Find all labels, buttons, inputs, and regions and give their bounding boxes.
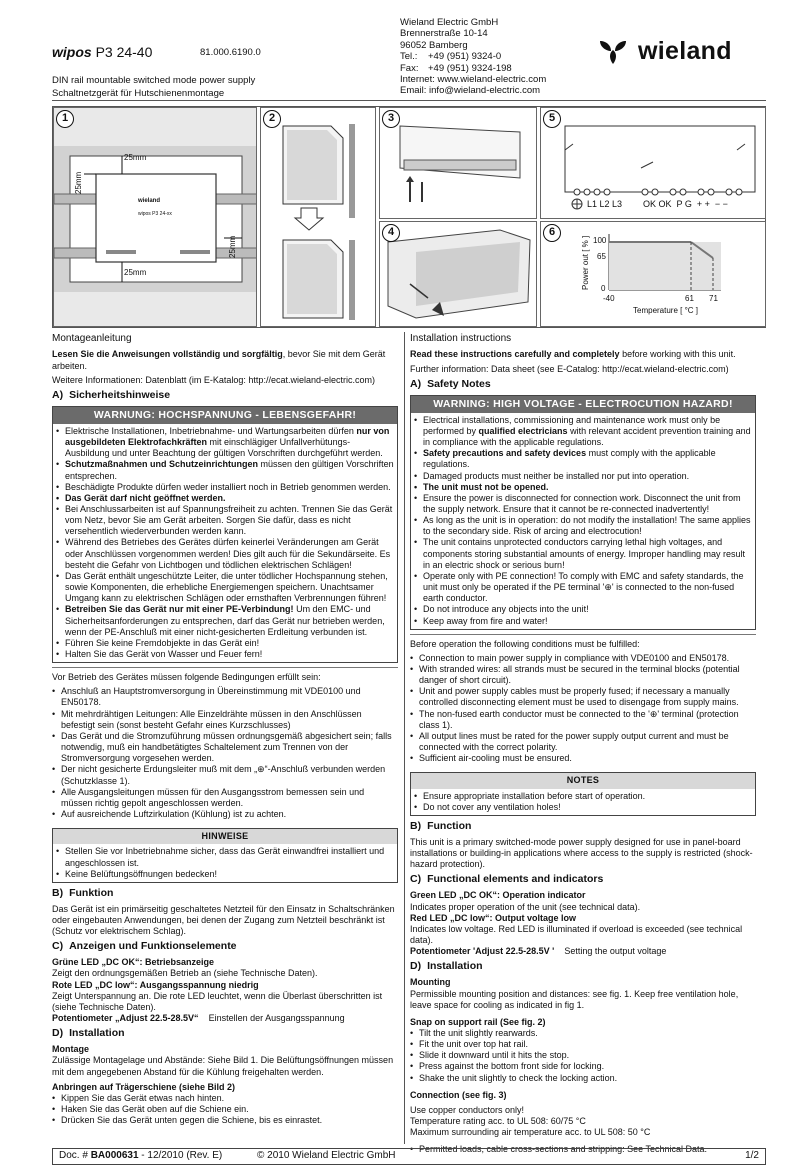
de-title: Montageanleitung	[52, 333, 132, 344]
figure-1-mounting	[53, 107, 257, 327]
copyright: © 2010 Wieland Electric GmbH	[257, 1150, 396, 1162]
de-warn-item: • Während des Betriebes des Gerätes dürfen keinerlei Veränderungen am Gerät oder Anschlüssen vorgenommen werden! Dies gilt auch für die Sekundärseite. Es besteht die Gefahr von Lichtbogen und tödlichen elektrischen Schlägen!	[56, 537, 394, 570]
de-warn-item: • Das Gerät enthält ungeschützte Leiter, die unter tödlicher Hochspannung stehen, sowie Komponenten, die erhebliche Energiemengen speichern. Unachtsamer Umgang kann zu elektrischen Schlägen oder ernsthaften Verbrennungen führen!	[56, 571, 394, 604]
de-section-a: A) Sicherheitshinweise	[52, 388, 171, 401]
figure-5-terminals	[540, 107, 766, 219]
doc-number: Doc. # BA000631 - 12/2010 (Rev. E)	[59, 1150, 223, 1162]
figure-1-number: 1	[56, 110, 74, 128]
english-column: Installation instructions Read these instructions carefully and completely before working with this unit. Further information: Data sheet (see E-Catalog: http://ecat.wieland-electric.com) A) Safety Notes WARNING: HIGH VOLTAGE - ELECTROCUTION HAZARD! • Electrical installations, commissioning and maintenance work must only be performed by qualified electricians with relevant accident prevention training and in compliance with the applicable regulations. • Safety precautions and safety devices must comply with the applicable regulations. • Damaged products must neither be installed nor put into operation. • The unit must not be opened. • Ensure the power is disconnected for connection work. Disconnect the unit from the supply network. Ensure that it cannot be re-connected inadvertently! • As long as the unit is in operation: do not modify the installation! The same applies to the secondary side. Risk of arcing and electrocution! • The unit contains unprotected conductors carrying lethal high voltages, and components storing substantial amounts of energy. Improper handling may result in an electric shock or serious burn! • Operate only with PE connection! To comply with EMC and safety standards, the unit must only be operated if the PE terminal '⊕' is connected to the non-fused earth conductor. • Do not introduce any objects into the unit! • Keep away from fire and water! Before operation the following conditions must be fulfilled: • Connection to main power supply in compliance with VDE0100 and EN50178. • With stranded wires: all strands must be secured in the terminal blocks (potential danger of short circuit). • Unit and power supply cables must be properly fused; if necessary a manually controlled disconnecting element must be used to disengage from supply mains. • The non-fused earth conductor must be connected to the '⊕' terminal (protection class 1). • All output lines must be rated for the power supply output current and must be connected with the correct polarity. • Sufficient air-cooling must be ensured. NOTES • Ensure appropriate installation before start of operation. • Do not cover any ventilation holes! B) Function This unit is a primary switched-mode power supply designed for use in panel-board installations or building-in applications where access to the supply is restricted (shock- hazard protection). C) Functional elements and indicators Green LED „DC OK“: Operation indicator Indicates proper operation of the unit (see technical data). Red LED „DC low“: Output voltage low Indicates low voltage. Red LED is illuminated if overload is exceeded (see technical data). Potentiometer 'Adjust 22.5-28.5V ' Setting the output voltage D) Installation Mounting Permissible mounting position and distances: see fig. 1. Keep free ventilation hole, leave space for cooling as indicated in fig 1. Snap on support rail (See fig. 2) • Tilt the unit slightly rearwards. • Fit the unit over top hat rail. • Slide it downward until it hits the stop. • Press against the bottom front side for locking. • Shake the unit slightly to check the locking action. Connection (see fig. 3) Use copper conductors only! Temperature rating acc. to UL 508: 60/75 °C Maximum surrounding air temperature acc. to UL 508: 50 °C • Permitted loads, cable cross-sections and stripping: See Technical Data.	[410, 333, 756, 1156]
en-warn-item: • Safety precautions and safety devices must comply with the applicable regulations.	[414, 448, 752, 470]
output-labels: OK OK P G + + − −	[643, 199, 728, 209]
dim-top: 25mm	[124, 153, 147, 162]
dim-right: 25mm	[228, 235, 237, 258]
german-column: Montageanleitung Lesen Sie die Anweisungen vollständig und sorgfältig, bevor Sie mit dem Gerät arbeiten. Weitere Informationen: Datenblatt (im E-Katalog: http://ecat.wieland-electric.com) A) Sicherheitshinweise WARNUNG: HOCHSPANNUNG - LEBENSGEFAHR! • Elektrische Installationen, Inbetriebnahme- und Wartungsarbeiten dürfen nur von ausgebildeten Elektrofachkräften mit einschlägiger Unfallverhütungs-Ausbildung und unter Beachtung der gültigen Vorschriften durchgeführt werden. • Schutzmaßnahmen und Schutzeinrichtungen müssen den gültigen Vorschriften entsprechen. • Beschädigte Produkte dürfen weder installiert noch in Betrieb genommen werden. • Das Gerät darf nicht geöffnet werden. • Bei Anschlussarbeiten ist auf Spannungsfreiheit zu achten. Trennen Sie das Gerät vom Netz, bevor Sie am Gerät arbeiten. Sorgen Sie dafür, dass es nicht versehentlich wiederverbunden werden kann. • Während des Betriebes des Gerätes dürfen keinerlei Veränderungen am Gerät oder Anschlüssen vorgenommen werden! Dies gilt auch für die Sekundärseite. Es besteht die Gefahr von Lichtbogen und tödlichen elektrischen Schlägen! • Das Gerät enthält ungeschützte Leiter, die unter tödlicher Hochspannung stehen, sowie Komponenten, die erhebliche Energiemengen speichern. Unachtsamer Umgang kann zu elektrischen Schlägen oder ernsthaften Verbrennungen führen! • Betreiben Sie das Gerät nur mit einer PE-Verbindung! Um den EMC- und Sicherheitsanforderungen zu entsprechen, darf das Gerät nur betrieben werden, wenn der PE-Anschluß mit einer nicht-gesicherten Erdleitung verbunden ist. • Führen Sie keine Fremdobjekte in das Gerät ein! • Halten Sie das Gerät von Wasser und Feuer fern! Vor Betrieb des Gerätes müssen folgende Bedingungen erfüllt sein: • Anschluß an Hauptstromversorgung in Übereinstimmung mit VDE0100 und EN50178. • Mit mehrdrähtigen Leitungen: Alle Einzeldrähte müssen in den Anschlüssen befestigt sein (sonst besteht Gefahr eines Kurzschlusses) • Das Gerät und die Stromzuführung müssen ordnungsgemäß abgesichert sein; falls notwendig, muß ein handbetätigtes Schaltelement zum Trennen von der Stromversorgung vorgesehen werden. • Der nicht gesicherte Erdungsleiter muß mit dem „⊕“-Anschluß verbunden werden (Schutzklasse 1). • Alle Ausgangsleitungen müssen für den Ausgangsstrom bemessen sein und müssen richtig gepolt angeschlossen werden. • Auf ausreichende Luftzirkulation (Kühlung) ist zu achten. HINWEISE • Stellen Sie vor Inbetriebnahme sicher, dass das Gerät einwandfrei installiert und angeschlossen ist. • Keine Belüftungsöffnungen bedecken! B) Funktion Das Gerät ist ein primärseitig geschaltetes Netzteil für den Einsatz in Schaltschränken oder eingebauten Anwendungen, bei denen der Zugang zum Netzteil beschränkt ist (Schutz vor elektrischem Schlag). C) Anzeigen und Funktionselemente Grüne LED „DC OK“: Betriebsanzeige Zeigt den ordnungsgemäßen Betrieb an (siehe Technische Daten). Rote LED „DC low“: Ausgangsspannung niedrig Zeigt Unterspannung an. Die rote LED leuchtet, wenn die Überlast überschritten ist (siehe Technische Daten). Potentiometer „Adjust 22.5-28.5V“ Einstellen der Ausgangsspannung D) Installation Montage Zulässige Montagelage und Abstände: Siehe Bild 1. Die Belüftungsöffnungen müssen mit dem angegebenen Abstand für die Kühlung freigehalten werden. Anbringen auf Trägerschiene (siehe Bild 2) • Kippen Sie das Gerät etwas nach hinten. • Haken Sie das Gerät oben auf die Schiene ein. • Drücken Sie das Gerät unten gegen die Schiene, bis es einrastet.	[52, 333, 398, 1126]
mounting-drawing	[54, 108, 257, 327]
figure-strip	[52, 106, 766, 328]
en-snap-steps: • Tilt the unit slightly rearwards. • Fit the unit over top hat rail. • Slide it downward until it hits the stop. • Press against the bottom front side for locking. • Shake the unit slightly to check the locking action.	[410, 1028, 756, 1084]
figure-2-number: 2	[263, 110, 281, 128]
de-section-d: D) Installation	[52, 1027, 125, 1040]
derating-ylabel: Power out [ % ]	[581, 235, 590, 290]
de-warn-item: • Schutzmaßnahmen und Schutzeinrichtungen müssen den gültigen Vorschriften entsprechen.	[56, 459, 394, 481]
subtitle-de: Schaltnetzgerät für Hutschienenmontage	[52, 88, 225, 100]
product-model: wipos P3 24-40	[52, 44, 153, 60]
website-link[interactable]: Internet: www.wieland-electric.com	[400, 73, 547, 85]
rail-drawing	[261, 108, 376, 327]
en-section-a: A) Safety Notes	[410, 377, 491, 390]
de-conditions: • Anschluß an Hauptstromversorgung in Übereinstimmung mit VDE0100 und EN50178. • Mit mehrdrähtigen Leitungen: Alle Einzeldrähte müssen in den Anschlüssen befestigt sein (sonst besteht Gefahr eines Kurzschlusses) • Das Gerät und die Stromzuführung müssen ordnungsgemäß abgesichert sein; falls notwendig, muß ein handbetätigtes Schaltelement zum Trennen von der Stromversorgung vorgesehen werden. • Der nicht gesicherte Erdungsleiter muß mit dem „⊕“-Anschluß verbunden werden (Schutzklasse 1). • Alle Ausgangsleitungen müssen für den Ausgangsstrom bemessen sein und müssen richtig gepolt angeschlossen werden. • Auf ausreichende Luftzirkulation (Kühlung) ist zu achten.	[52, 686, 398, 820]
figure-3-number: 3	[382, 110, 400, 128]
en-warn-item: • The unit contains unprotected conductors carrying lethal high voltages, and components storing substantial amounts of energy. Improper handling may result in an electric shock or serious burn!	[414, 537, 752, 570]
en-warn-item: • The unit must not be opened.	[414, 482, 752, 493]
derating-xlabel: Temperature [ °C ]	[633, 306, 698, 315]
figure-5-number: 5	[543, 110, 561, 128]
figure-6-number: 6	[543, 224, 561, 242]
en-section-b: B) Function	[410, 819, 472, 832]
unit-label: wipos P3 24-xx	[138, 211, 172, 217]
en-warn-item: • Operate only with PE connection! To comply with EMC and safety standards, the unit must only be operated if the PE terminal '⊕' is connected to the non-fused earth conductor.	[414, 571, 752, 604]
en-warning-title: WARNING: HIGH VOLTAGE - ELECTROCUTION HAZARD!	[411, 396, 755, 413]
de-warn-item: • Bei Anschlussarbeiten ist auf Spannungsfreiheit zu achten. Trennen Sie das Gerät vom Netz, bevor Sie am Gerät arbeiten. Sorgen Sie dafür, dass es nicht versehentlich wiederverbunden werden kann.	[56, 504, 394, 537]
en-warn-item: • Damaged products must neither be installed nor put into operation.	[414, 471, 752, 482]
de-warn-item: • Beschädigte Produkte dürfen weder installiert noch in Betrieb genommen werden.	[56, 482, 394, 493]
email-link[interactable]: Email: info@wieland-electric.com	[400, 85, 541, 97]
en-section-c: C) Functional elements and indicators	[410, 873, 604, 886]
en-title: Installation instructions	[410, 333, 512, 344]
figure-3-connection	[379, 107, 537, 219]
de-warn-item: • Führen Sie keine Fremdobjekte in das Gerät ein!	[56, 638, 394, 649]
en-conditions: • Connection to main power supply in compliance with VDE0100 and EN50178. • With stranded wires: all strands must be secured in the terminal blocks (potential danger of short circuit). • Unit and power supply cables must be properly fused; if necessary a manually controlled disconnecting element must be used to disengage from supply mains. • The non-fused earth conductor must be connected to the '⊕' terminal (protection class 1). • All output lines must be rated for the power supply output current and must be connected with the correct polarity. • Sufficient air-cooling must be ensured.	[410, 653, 756, 765]
dim-bottom: 25mm	[124, 268, 147, 277]
en-warn-item: • Keep away from fire and water!	[414, 616, 752, 627]
en-warn-item: • Electrical installations, commissioning and maintenance work must only be performed by qualified electricians with relevant accident prevention training and in compliance with the applicable regulations.	[414, 415, 752, 448]
page-number: 1/2	[745, 1150, 759, 1162]
wieland-logo-icon	[598, 39, 628, 65]
de-section-c: C) Anzeigen und Funktionselemente	[52, 940, 237, 953]
en-notes-box: NOTES • Ensure appropriate installation before start of operation. • Do not cover any ventilation holes!	[410, 772, 756, 815]
de-section-b: B) Funktion	[52, 886, 114, 899]
product-header	[52, 44, 382, 101]
de-warn-item: • Betreiben Sie das Gerät nur mit einer PE-Verbindung! Um den EMC- und Sicherheitsanforderungen zu entsprechen, darf das Gerät nur betrieben werden, wenn der PE-Anschluß mit einer nicht-gesicherten Erdleitung verbunden ist.	[56, 604, 394, 637]
page-footer	[52, 1148, 766, 1165]
de-warn-item: • Halten Sie das Gerät von Wasser und Feuer fern!	[56, 649, 394, 660]
terminal-labels: L1 L2 L3	[587, 199, 623, 209]
en-warn-item: • Ensure the power is disconnected for connection work. Disconnect the unit from the supply network. Ensure that it cannot be re-connected inadvertently!	[414, 493, 752, 515]
de-warning-box	[52, 406, 398, 663]
connection-drawing	[380, 108, 537, 219]
de-warning-title: WARNUNG: HOCHSPANNUNG - LEBENSGEFAHR!	[53, 407, 397, 424]
unit-drawing	[380, 222, 537, 327]
wieland-logo: wieland	[598, 36, 732, 67]
de-hint-box: HINWEISE • Stellen Sie vor Inbetriebnahme sicher, dass das Gerät einwandfrei installiert und angeschlossen ist. • Keine Belüftungsöffnungen bedecken!	[52, 828, 398, 883]
figure-4-unit	[379, 221, 537, 327]
de-info: Weitere Informationen: Datenblatt (im E-Katalog: http://ecat.wieland-electric.com)	[52, 374, 375, 385]
de-rail-steps: • Kippen Sie das Gerät etwas nach hinten. • Haken Sie das Gerät oben auf die Schiene ein. • Drücken Sie das Gerät unten gegen die Schiene, bis es einrastet.	[52, 1093, 398, 1126]
en-warning-box	[410, 395, 756, 630]
part-number: 81.000.6190.0	[200, 47, 261, 58]
de-warn-item: • Das Gerät darf nicht geöffnet werden.	[56, 493, 394, 504]
de-warn-item: • Elektrische Installationen, Inbetriebnahme- und Wartungsarbeiten dürfen nur von ausgebildeten Elektrofachkräften mit einschlägiger Unfallverhütungs-Ausbildung und unter Beachtung der gültigen Vorschriften durchgeführt werden.	[56, 426, 394, 459]
dim-left: 25mm	[74, 171, 83, 194]
en-warn-item: • As long as the unit is in operation: do not modify the installation! The same applies to the secondary side. Risk of arcing and electrocution!	[414, 515, 752, 537]
figure-2-rail	[260, 107, 376, 327]
en-info: Further information: Data sheet (see E-Catalog: http://ecat.wieland-electric.com)	[410, 363, 729, 374]
subtitle-en: DIN rail mountable switched mode power supply	[52, 75, 256, 87]
figure-6-derating: 6 100 65 0 -40 61 71 Temperature [ °C ] Power out [ % ]	[540, 221, 766, 327]
figure-4-number: 4	[382, 224, 400, 242]
unit-brand: wieland	[138, 198, 161, 204]
en-section-d: D) Installation	[410, 960, 483, 973]
company-address: Wieland Electric GmbH Brennerstraße 10-14 96052 Bamberg Tel.: +49 (951) 9324-0 Fax: +49 (951) 9324-198 Internet: www.wieland-electric.com Email: info@wieland-electric.com	[400, 17, 547, 97]
en-warn-item: • Do not introduce any objects into the unit!	[414, 604, 752, 615]
